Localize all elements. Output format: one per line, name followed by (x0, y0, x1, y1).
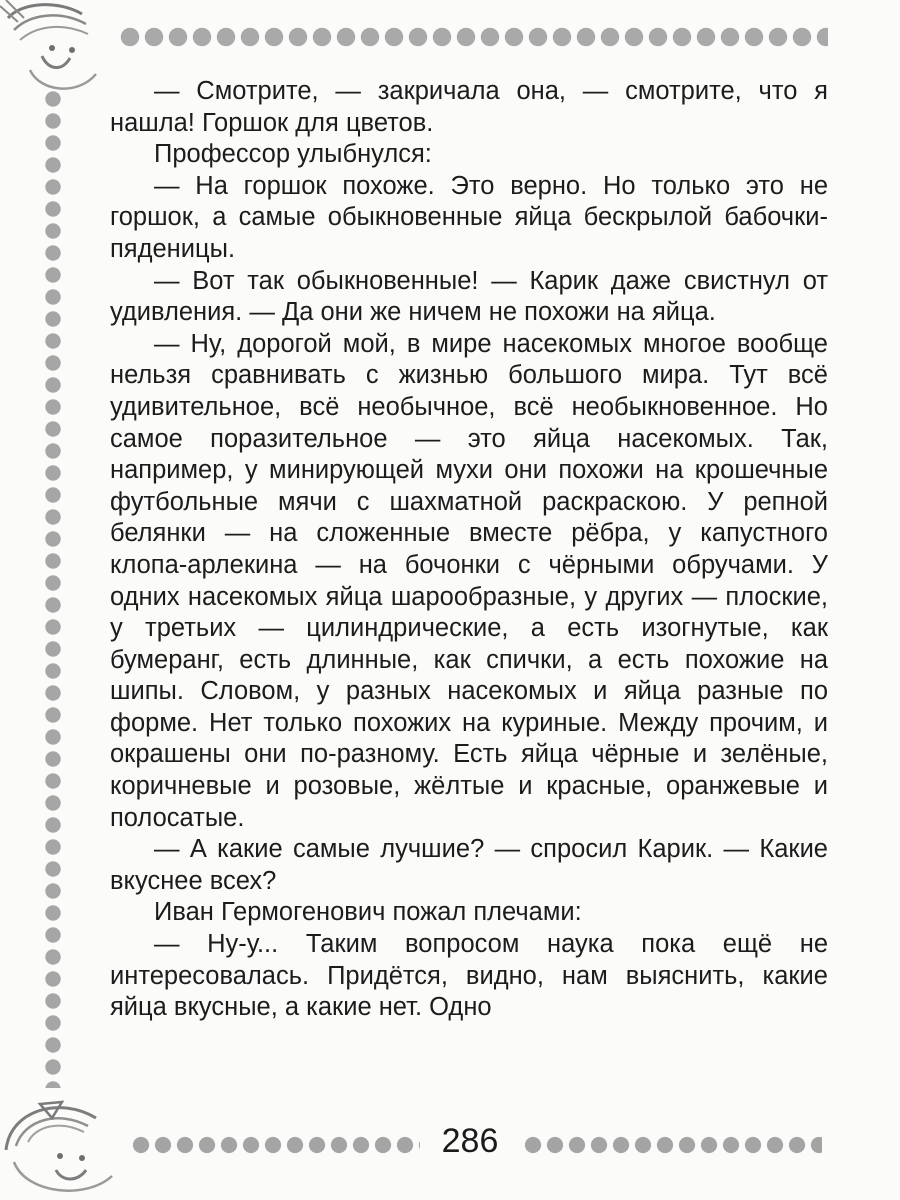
girl-face-icon (0, 1090, 130, 1200)
decorative-dot-border-top (118, 26, 828, 50)
girl-face-icon (0, 0, 120, 95)
paragraph: Иван Гермогенович пожал плечами: (154, 898, 582, 927)
decorative-dot-border-bottom-left (130, 1134, 420, 1156)
decorative-dot-border-bottom-right (522, 1134, 822, 1156)
paragraph: — Ну, дорогой мой, в мире насекомых многое вообще нельзя сравнивать с жизнью большого мира. Тут всё удивительное, всё необычное, всё необыкновенное. Но самое поразительное — это яйца насекомых. Так, например, у минирующей мухи они похожи на крошечные футбольные мячи с шахматной раскраскою. У репной белянки — на сложенные вместе рёбра, у капустного клопа-арлекина — на бочонки с чёрными обручами. У одних насекомых яйца шарообразные, у других — плоские, у третьих — цилиндрические, а есть изогнутые, как бумеранг, есть длинные, как спички, а есть похожие на шипы. Словом, у разных насекомых и яйца разные по форме. Нет только похожих на куриные. Между прочим, и окрашены они по-разному. Есть яйца чёрные и зелёные, коричневые и розовые, жёлтые и красные, оранжевые и полосатые. (110, 329, 828, 832)
page-text (110, 76, 828, 1024)
decorative-dot-border-left (44, 88, 64, 1088)
paragraph: Профессор улыбнулся: (154, 140, 432, 169)
paragraph: — Ну-у... Таким вопросом наука пока ещё не интересовалась. Придётся, видно, нам выяснить, какие яйца вкусные, а какие нет. Одно (110, 930, 828, 1022)
page-number: 286 (441, 1122, 499, 1160)
paragraph: — На горшок похоже. Это верно. Но только это не горшок, а самые обыкновенные яйца бескрылой бабочки-пяденицы. (110, 171, 828, 263)
paragraph: — Вот так обыкновенные! — Карик даже свистнул от удивления. — Да они же ничем не похожи на яйца. (110, 266, 828, 327)
paragraph: — А какие самые лучшие? — спросил Карик. — Какие вкуснее всех? (110, 835, 828, 895)
paragraph: — Смотрите, — закричала она, — смотрите, что я нашла! Горшок для цветов. (110, 77, 828, 137)
